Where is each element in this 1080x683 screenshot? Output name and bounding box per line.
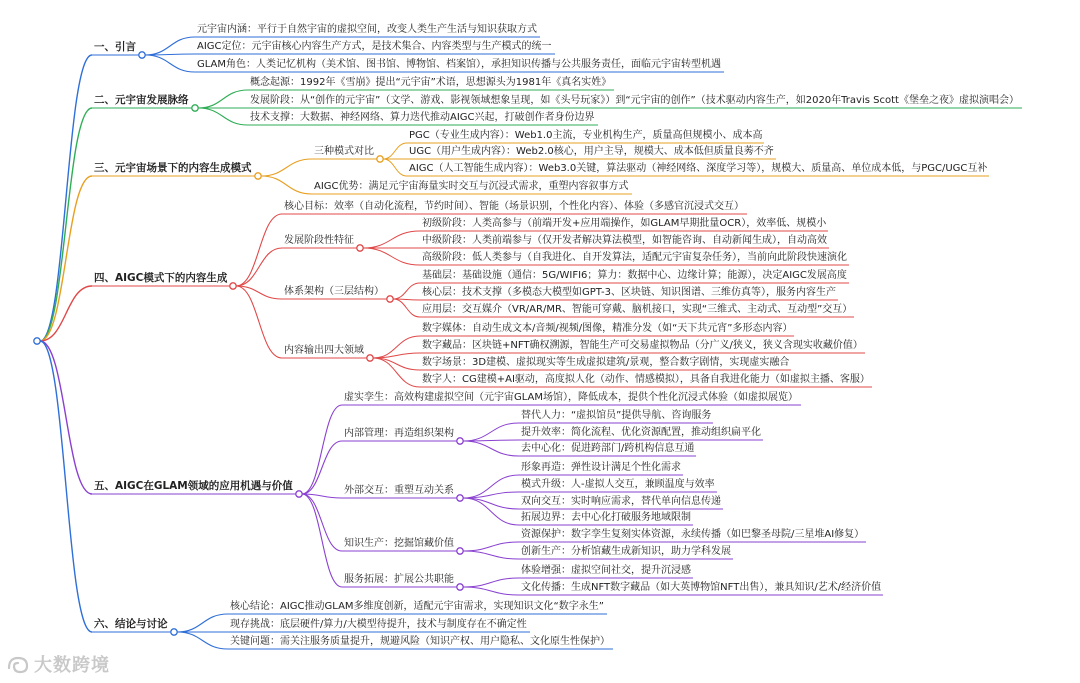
branch-generation-0: 三种模式对比 [314,146,374,157]
section-node-development[interactable] [192,105,198,111]
leaf-glam-4-1: 文化传播：生成NFT数字藏品（如大英博物馆NFT出售），兼具知识/艺术/经济价值 [521,582,882,593]
branch-development-1: 发展阶段：从“创作的元宇宙”（文学、游戏、影视领域想象呈现，如《头号玩家》）到“元宇宙的创作”（技术驱动内容生产，如2020年Travis Scott《堡垒之夜》虚拟演唱会） [250,95,1019,106]
leaf-generation-0-1: UGC（用户生成内容）：Web2.0核心，用户主导，规模大、成本低但质量良莠不齐 [409,146,774,157]
branch-glam-3: 知识生产：挖掘馆藏价值 [344,538,454,549]
section-title-glam: 五、AIGC在GLAM领域的应用机遇与价值 [94,480,293,492]
connector-line [463,441,519,456]
connector-line [145,55,195,72]
connector-line [236,248,282,286]
branch-aigc_mode-3: 内容输出四大领域 [284,345,364,356]
leaf-glam-1-1: 提升效率：简化流程、优化资源配置，推动组织扁平化 [521,427,761,438]
connector-line [463,551,519,559]
branch-glam-0: 虚实孪生：高效构建虚拟空间（元宇宙GLAM场馆），降低成本，提供个性化沉浸式体验（如虚拟展览） [344,392,799,403]
branch-intro-1: AIGC定位：元宇宙核心内容生产方式，是技术集合、内容类型与生产模式的统一 [197,41,552,52]
section-node-glam[interactable] [296,491,302,497]
connector-line [373,358,420,370]
connector-line [198,108,248,125]
section-node-intro[interactable] [139,52,145,58]
section-title-aigc_mode: 四、AIGC模式下的内容生成 [94,272,228,284]
connector-line [261,176,312,194]
branch-node-glam-2[interactable] [457,495,463,501]
connector-line [40,341,92,632]
branch-aigc_mode-1: 发展阶段性特征 [284,235,354,246]
leaf-aigc_mode-3-3: 数字人：CG建模+AI驱动，高度拟人化（动作、情感模拟），具备自我进化能力（如虚拟主播、客服） [422,374,870,385]
leaf-aigc_mode-1-2: 高级阶段：低人类参与（自我进化、自开发算法，适配元宇宙复杂任务），当前向此阶段快速演化 [422,252,847,263]
watermark-text: 大数跨境 [34,655,110,676]
section-title-conclusion: 六、结论与讨论 [94,618,168,630]
connector-line [145,37,195,55]
root-node[interactable] [34,338,40,344]
branch-conclusion-0: 核心结论：AIGC推动GLAM多维度创新，适配元宇宙需求，实现知识文化“数字永生” [230,601,604,612]
connector-line [463,498,519,509]
branch-conclusion-1: 现存挑战：底层硬件/算力/大模型待提升，技术与制度存在不确定性 [230,619,527,630]
connector-line [363,231,420,248]
connector-line [177,614,228,632]
leaf-glam-2-1: 模式升级：人-虚拟人交互，兼顾温度与效率 [521,479,715,490]
connector-line [393,299,420,317]
branch-node-glam-3[interactable] [457,548,463,554]
branch-node-glam-4[interactable] [457,584,463,590]
leaf-glam-3-0: 资源保护：数字孪生复刻实体资源，永续传播（如巴黎圣母院/三星堆AI修复） [521,529,865,540]
section-title-intro: 一、引言 [94,41,136,53]
watermark [6,651,110,677]
leaf-glam-1-2: 去中心化：促进跨部门/跨机构信息互通 [521,443,695,454]
branch-node-aigc_mode-3[interactable] [367,355,373,361]
connector-line [463,423,519,441]
connector-line [302,405,342,494]
connector-line [463,587,519,595]
section-title-generation: 三、元宇宙场景下的内容生成模式 [94,162,252,174]
connector-line [40,341,92,494]
connector-line [236,214,282,286]
connector-line [198,90,248,108]
leaf-glam-2-3: 拓展边界：去中心化打破服务地域限制 [521,512,691,523]
branch-node-generation-0[interactable] [377,156,383,162]
branch-glam-2: 外部交互：重塑互动关系 [344,485,454,496]
leaf-aigc_mode-1-1: 中级阶段：人类前端参与（仅开发者解决算法模型，如智能咨询、自动新闻生成），自动高效 [422,235,827,246]
leaf-aigc_mode-3-2: 数字场景：3D建模、虚拟现实等生成虚拟建筑/景观，整合数字剧情，实现虚实融合 [422,357,790,368]
connector-line [393,283,420,299]
connector-line [383,143,407,159]
connector-line [236,286,282,358]
connector-line [463,542,519,551]
branch-conclusion-2: 关键问题：需关注服务质量提升，规避风险（知识产权、用户隐私、文化原生性保护） [230,636,610,647]
connector-line [383,159,407,176]
logo-icon [6,654,30,674]
branch-development-2: 技术支撑：大数据、神经网络、算力迭代推动AIGC兴起，打破创作者身份边界 [250,112,595,123]
connector-line [40,55,92,341]
leaf-aigc_mode-2-0: 基础层：基础设施（通信：5G/WIFI6；算力：数据中心、边缘计算；能源），决定AIGC发展高度 [422,270,847,281]
branch-intro-2: GLAM角色：人类记忆机构（美术馆、图书馆、博物馆、档案馆），承担知识传播与公共服务责任，面临元宇宙转型机遇 [197,59,722,70]
connector-line [373,336,420,358]
branch-intro-0: 元宇宙内涵：平行于自然宇宙的虚拟空间，改变人类生产生活与知识获取方式 [197,24,537,35]
branch-glam-1: 内部管理：再造组织架构 [344,428,454,439]
branch-node-glam-1[interactable] [457,438,463,444]
connector-line [463,578,519,587]
leaf-aigc_mode-1-0: 初级阶段：人类高参与（前端开发+应用端操作，如GLAM早期批量OCR），效率低、规模小 [422,218,827,229]
connector-line [302,494,342,587]
branch-node-aigc_mode-1[interactable] [357,245,363,251]
branch-aigc_mode-0: 核心目标：效率（自动化流程，节约时间）、智能（场景识别，个性化内容）、体验（多感官沉浸式交互） [284,201,744,212]
connector-line [177,632,228,649]
leaf-aigc_mode-2-1: 核心层：技术支撑（多模态大模型如GPT-3、区块链、知识图谱、三维仿真等），服务内容生产 [422,287,836,298]
section-title-development: 二、元宇宙发展脉络 [94,94,189,106]
leaf-generation-0-0: PGC（专业生成内容）：Web1.0主流，专业机构生产，质量高但规模小、成本高 [409,130,763,141]
connector-line [363,248,420,265]
connector-line [463,498,519,525]
leaf-glam-3-1: 创新生产：分析馆藏生成新知识，助力学科发展 [521,546,731,557]
branch-development-0: 概念起源：1992年《雪崩》提出“元宇宙”术语，思想源头为1981年《真名实姓》 [250,77,612,88]
connector-line [261,159,312,176]
connector-line [373,358,420,387]
leaf-aigc_mode-3-0: 数字媒体：自动生成文本/音频/视频/图像，精准分发（如“天下共元宵”多形态内容） [422,323,793,334]
section-node-conclusion[interactable] [171,629,177,635]
branch-aigc_mode-2: 体系架构（三层结构） [284,286,384,297]
section-node-generation[interactable] [255,173,261,179]
branch-generation-1: AIGC优势：满足元宇宙海量实时交互与沉浸式需求，重塑内容叙事方式 [314,181,629,192]
branch-glam-4: 服务拓展：扩展公共职能 [344,574,454,585]
leaf-generation-0-2: AIGC（人工智能生成内容）：Web3.0关键，算法驱动（神经网络、深度学习等），规模大、质量高、单位成本低，与PGC/UGC互补 [409,163,988,174]
branch-node-aigc_mode-2[interactable] [387,296,393,302]
leaf-aigc_mode-3-1: 数字藏品：区块链+NFT确权溯源，智能生产可交易虚拟物品（分广义/狭义，狭义含现实收藏价值） [422,340,863,351]
leaf-aigc_mode-2-2: 应用层：交互媒介（VR/AR/MR、智能可穿戴、脑机接口，实现“三维式、主动式、互动型”交互） [422,304,853,315]
leaf-glam-2-0: 形象再造：弹性设计满足个性化需求 [521,462,681,473]
connector-line [40,108,92,341]
section-node-aigc_mode[interactable] [230,283,236,289]
leaf-glam-4-0: 体验增强：虚拟空间社交，提升沉浸感 [521,565,691,576]
leaf-glam-2-2: 双向交互：实时响应需求，替代单向信息传递 [521,496,721,507]
leaf-glam-1-0: 替代人力：“虚拟馆员”提供导航、咨询服务 [521,410,712,421]
